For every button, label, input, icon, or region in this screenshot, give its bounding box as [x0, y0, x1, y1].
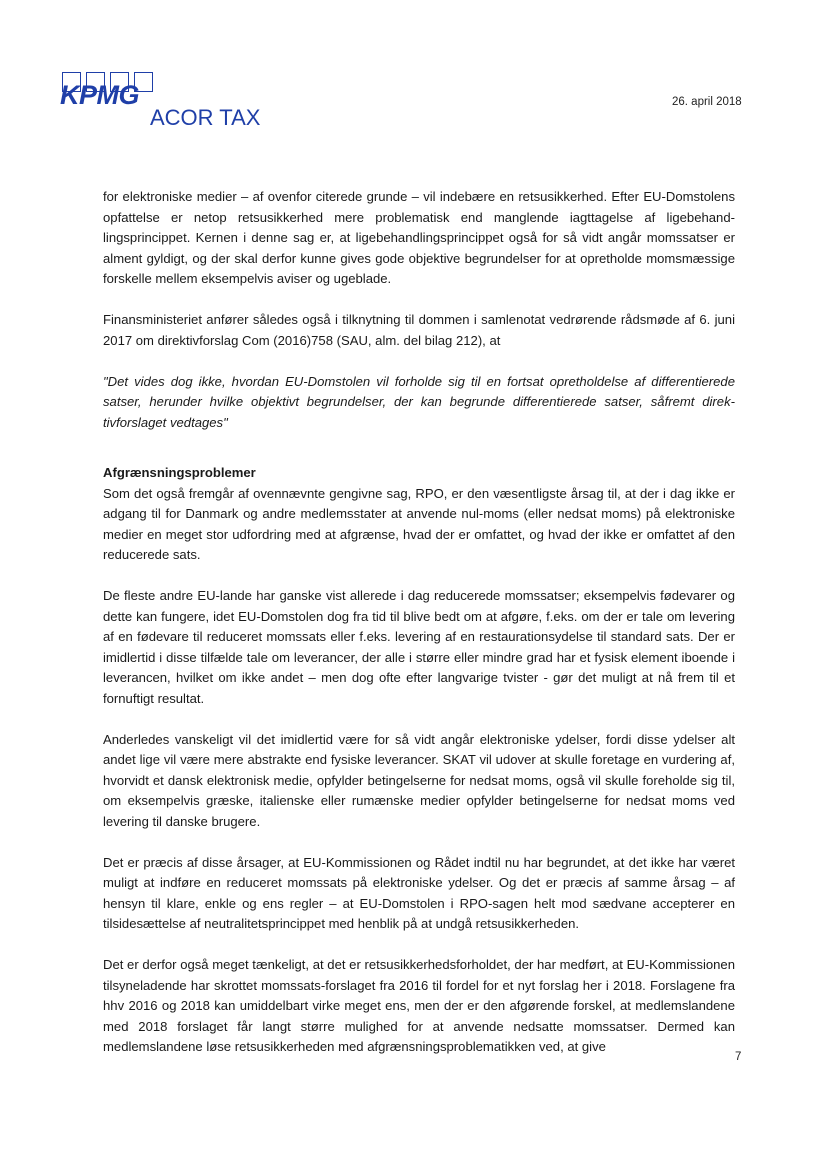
kpmg-acor-tax-logo	[60, 72, 280, 134]
quote-paragraph: "Det vides dog ikke, hvordan EU-Domstolen vil forholde sig til en fortsat opretholdelse af differentierede satser, herunder hvilke objektivt begrundelser, der kan begrunde differentierede satser, såfremt direktivforslaget vedtages"	[103, 373, 735, 430]
paragraph-4: De fleste andre EU-lande har ganske vist allerede i dag reducerede momssatser; eksempelvis fødevarer og dette kan fungere, idet EU-Domstolen dog fra tid til blive bedt om at afgøre, f.eks. om der er tale om levering af en fødevare til reduceret momssats eller f.eks. levering af en restaurationsydelse til standard sats. Der er imidlertid i disse tilfælde tale om leverancer, der alle i større eller mindre grad har et fysisk element iboende i leverancen, hvilket om ikke andet – men dog ofte efter langvarige tvister - gør det muligt at nå frem til et fornuftigt resultat.	[103, 588, 735, 706]
paragraph-2: Finansministeriet anfører således også i tilknytning til dommen i samlenotat vedrørende rådsmøde af 6. juni 2017 om direktivforslag Com (2016)758 (SAU, alm. del bilag 212), at	[103, 312, 735, 348]
document-date: 26. april 2018	[672, 96, 742, 108]
page-number: 7	[735, 1051, 742, 1063]
section-heading: Afgrænsningsproblemer	[103, 465, 256, 480]
logo-kpmg-wordmark: KPMG	[60, 80, 139, 110]
paragraph-5: Anderledes vanskeligt vil det imidlertid være for så vidt angår elektroniske ydelser, fordi disse ydelser alt andet lige vil være mere abstrakte end fysiske leverancer. SKAT vil udover at skulle foretage en vurdering af, hvorvidt et dansk elektronisk medie, opfylder betingelserne for nedsat moms, også vil skulle foreholde sig til, om eksempelvis græske, italienske eller rumænske medier opfylder betingelserne for nedsat moms ved levering til danske brugere.	[103, 731, 735, 829]
logo-acor-tax-text: ACOR TAX	[150, 105, 261, 130]
paragraph-3: Som det også fremgår af ovennævnte gengivne sag, RPO, er den væsentligste årsag til, at der i dag ikke er adgang til for Danmark og andre medlemsstater at anvende nul-moms (eller nedsat moms) på elektroniske medier en meget stor udfordring med at afgrænse, hvad der er omfattet, og hvad der ikke er omfattet af den reducerede sats.	[103, 485, 735, 562]
paragraph-1: for elektroniske medier – af ovenfor citerede grunde – vil indebære en retsusikkerhed. Efter EU-Domstolens opfattelse er netop retsusikkerhed mere problematisk end manglende iagttagelse af ligebehandlingsprincippet. Kernen i denne sag er, at ligebehandlingsprincippet også for så vidt angår momssatser er alment gyldigt, og der skal derfor kunne gives gode objektive begrundelser for at opretholde momsmæssige forskelle mellem eksempelvis aviser og ugeblade.	[103, 189, 735, 286]
paragraph-6: Det er præcis af disse årsager, at EU-Kommissionen og Rådet indtil nu har begrundet, at det ikke har været muligt at indføre en reduceret momssats på elektroniske ydelser. Og det er præcis af samme årsag – af hensyn til klare, enkle og ens regler – at EU-Domstolen i RPO-sagen helt mod sædvane accepterer en tilsidesættelse af neutralitetsprincippet med henblik på at undgå retsusikkerheden.	[103, 854, 735, 931]
document-body	[103, 187, 735, 1058]
paragraph-7: Det er derfor også meget tænkeligt, at det er retsusikkerhedsforholdet, der har medført, at EU-Kommissionen tilsyneladende har skrottet momssats-forslaget fra 2016 til fordel for et nyt forslag her i 2018. Forslagene fra hhv 2016 og 2018 kan umiddelbart virke meget ens, men der er den afgørende forskel, at medlemslandene med 2018 forslaget får langt større mulighed for at anvende nedsatte momssatser. Dermed kan medlemslandene løse retsusikkerheden med afgrænsningsproblematikken ved, at give	[103, 957, 735, 1054]
